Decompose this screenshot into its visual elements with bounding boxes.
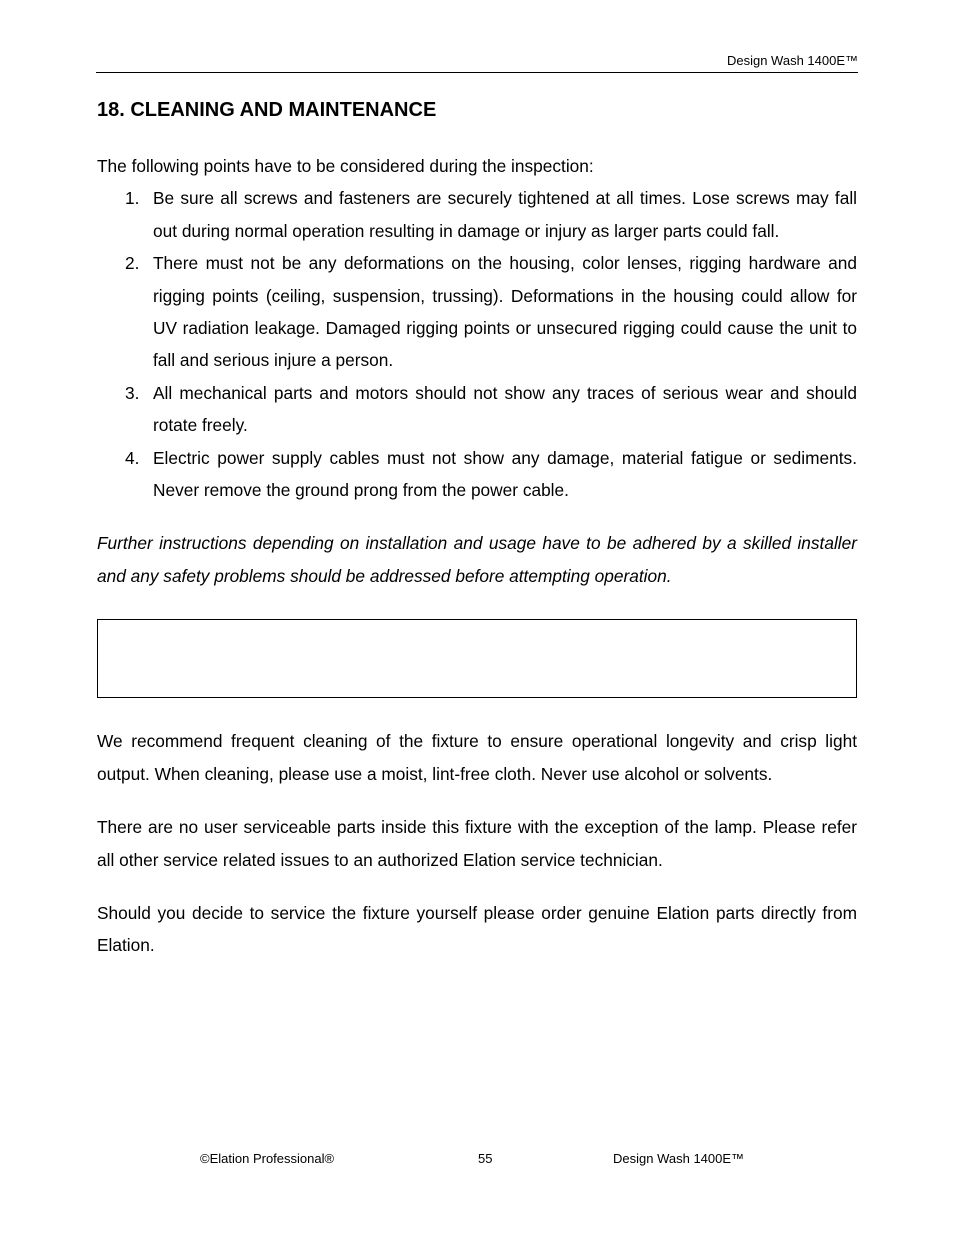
header-title: Design Wash 1400E™ xyxy=(726,53,858,68)
warning-box xyxy=(97,619,857,698)
footer-copyright: ©Elation Professional® xyxy=(200,1151,335,1166)
list-item xyxy=(97,182,857,247)
list-item-text: Be sure all screws and fasteners are securely tightened at all times. Lose screws may fall out during normal operation resulting in damage or injury as larger parts could fall. xyxy=(153,188,857,241)
parts-paragraph: Should you decide to service the fixture yourself please order genuine Elation parts directly from Elation. xyxy=(97,902,857,956)
inspection-list xyxy=(97,182,857,506)
list-item-number: 1. xyxy=(125,188,140,209)
page-number: 55 xyxy=(478,1151,493,1166)
list-item-text: All mechanical parts and motors should not show any traces of serious wear and should rotate freely. xyxy=(153,382,857,436)
footer-product-name: Design Wash 1400E™ xyxy=(613,1151,745,1166)
list-item xyxy=(97,442,857,507)
service-paragraph: There are no user serviceable parts inside this fixture with the exception of the lamp. Please refer all other service related issues to an authorized Elation service technician. xyxy=(97,817,857,870)
cleaning-paragraph: We recommend frequent cleaning of the fixture to ensure operational longevity and crisp light output. When cleaning, please use a moist, lint-free cloth. Never use alcohol or solvents. xyxy=(97,731,857,784)
page-header xyxy=(96,50,858,73)
list-item-number: 2. xyxy=(125,253,140,274)
list-item xyxy=(97,377,857,442)
list-item-text: Electric power supply cables must not show any damage, material fatigue or sediments. Never remove the ground prong from the power cable. xyxy=(153,447,857,501)
section-heading: 18. CLEANING AND MAINTENANCE xyxy=(97,99,437,121)
list-item-number: 4. xyxy=(125,447,140,468)
main-content xyxy=(97,150,857,962)
installer-note: Further instructions depending on installation and usage have to be adhered by a skilled installer and any safety problems should be addressed before attempting operation. xyxy=(97,533,857,586)
list-item xyxy=(97,247,857,377)
list-item-text: There must not be any deformations on the housing, color lenses, rigging hardware and rigging points (ceiling, suspension, trussing). Deformations in the housing could allow for UV radiation leakage. Damaged rigging points or unsecured rigging could cause the unit to fall and serious injure a person. xyxy=(153,253,857,371)
list-item-number: 3. xyxy=(125,382,140,403)
intro-text: The following points have to be considered during the inspection: xyxy=(97,156,594,176)
page-footer xyxy=(0,1151,954,1171)
